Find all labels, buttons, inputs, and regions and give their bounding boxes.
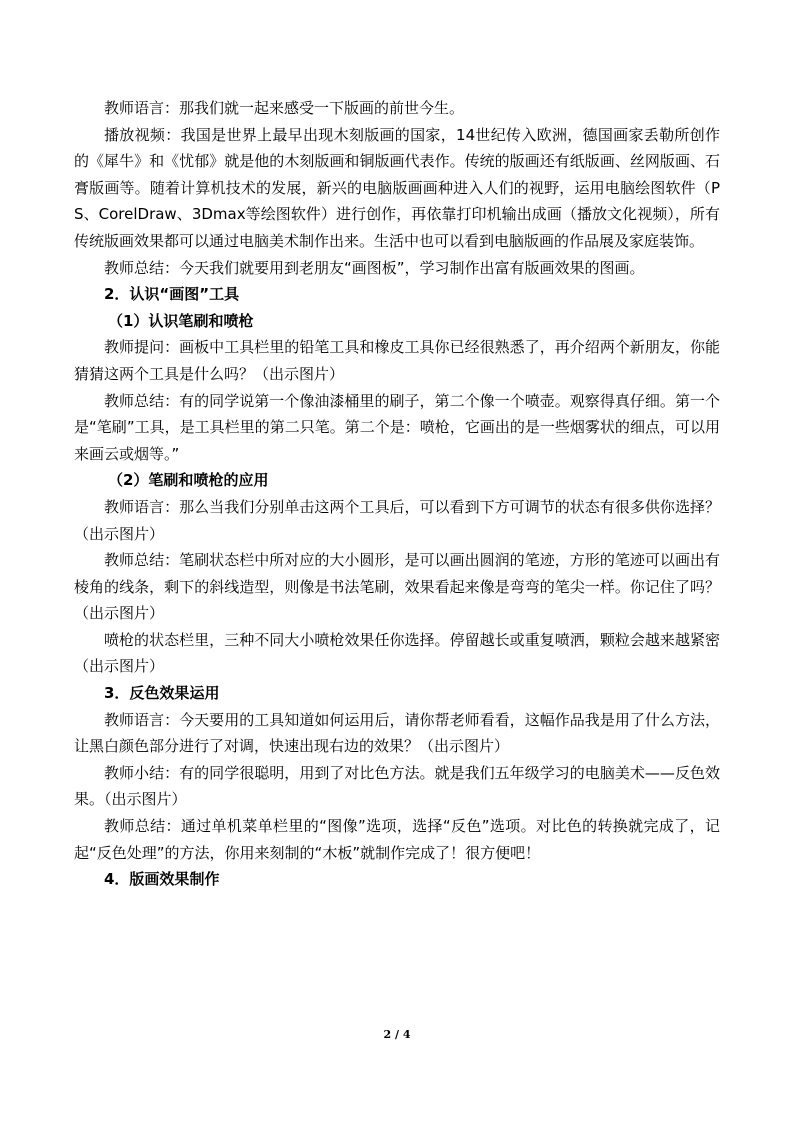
paragraph-invert-summary: 教师小结：有的同学很聪明，用到了对比色方法。就是我们五年级学习的电脑美术——反色效果。（出示图片） xyxy=(74,763,720,809)
paragraph-tool-status: 教师语言：那么当我们分别单击这两个工具后，可以看到下方可调节的状态有很多供你选择？（出示图片） xyxy=(74,497,720,543)
paragraph-teacher-summary: 教师总结：今天我们就要用到老朋友“画图板”，学习制作出富有版画效果的图画。 xyxy=(104,258,645,277)
paragraph-video-intro: 播放视频：我国是世界上最早出现木刻版画的国家，14世纪传入欧洲，德国画家丢勒所创作的《犀牛》和《忧郁》就是他的木刻版画和铜版画代表作。传统的版画还有纸版画、丝网版画、石膏版画等。随着计算机技术的发展，新兴的电脑版画画种进入人们的视野，运用电脑绘图软件（PS、CorelDraw、3Dmax等绘图软件）进行创作，再依靠打印机输出成画（播放文化视频），所有传统版画效果都可以通过电脑美术制作出来。生活中也可以看到电脑版画的作品展及家庭装饰。 xyxy=(74,125,720,250)
subheading-brush-sprayer: （1）认识笔刷和喷枪 xyxy=(108,311,254,330)
subheading-brush-application: （2）笔刷和喷枪的应用 xyxy=(108,471,269,490)
paragraph-brush-summary: 教师总结：有的同学说第一个像油漆桶里的刷子，第二个像一个喷壶。观察得真仔细。第一个是“笔刷”工具，是工具栏里的第二只笔。第二个是：喷枪，它画出的是一些烟雾状的细点，可以用来画云或烟等。” xyxy=(74,391,720,463)
paragraph-brush-shapes: 教师总结：笔刷状态栏中所对应的大小圆形，是可以画出圆润的笔迹，方形的笔迹可以画出有棱角的线条，剩下的斜线造型，则像是书法笔刷，效果看起来像是弯弯的笔尖一样。你记住了吗？（出示图片） xyxy=(74,551,720,623)
section-heading-invert: 3．反色效果运用 xyxy=(104,684,220,703)
paragraph-teacher-question: 教师提问：画板中工具栏里的铅笔工具和橡皮工具你已经很熟悉了，再介绍两个新朋友，你能猜猜这两个工具是什么吗？（出示图片） xyxy=(74,338,720,383)
paragraph-sprayer-status: 喷枪的状态栏里，三种不同大小喷枪效果任你选择。停留越长或重复喷洒，颗粒会越来越紧密（出示图片） xyxy=(74,630,720,676)
paragraph-invert-steps: 教师总结：通过单机菜单栏里的“图像”选项，选择“反色”选项。对比色的转换就完成了，记起“反色处理”的方法，你用来刻制的“木板”就制作完成了！很方便吧！ xyxy=(74,817,720,862)
paragraph-teacher-intro: 教师语言：那我们就一起来感受一下版画的前世今生。 xyxy=(104,99,465,117)
page-number: 2 / 4 xyxy=(383,1028,411,1041)
paragraph-invert-question: 教师语言：今天要用的工具知道如何运用后，请你帮老师看看，这幅作品我是用了什么方法，让黑白颜色部分进行了对调，快速出现右边的效果？（出示图片） xyxy=(74,710,720,756)
section-heading-tools: 2．认识“画图”工具 xyxy=(104,285,240,304)
document-body xyxy=(74,95,720,893)
section-heading-print-effect: 4．版画效果制作 xyxy=(104,870,220,889)
